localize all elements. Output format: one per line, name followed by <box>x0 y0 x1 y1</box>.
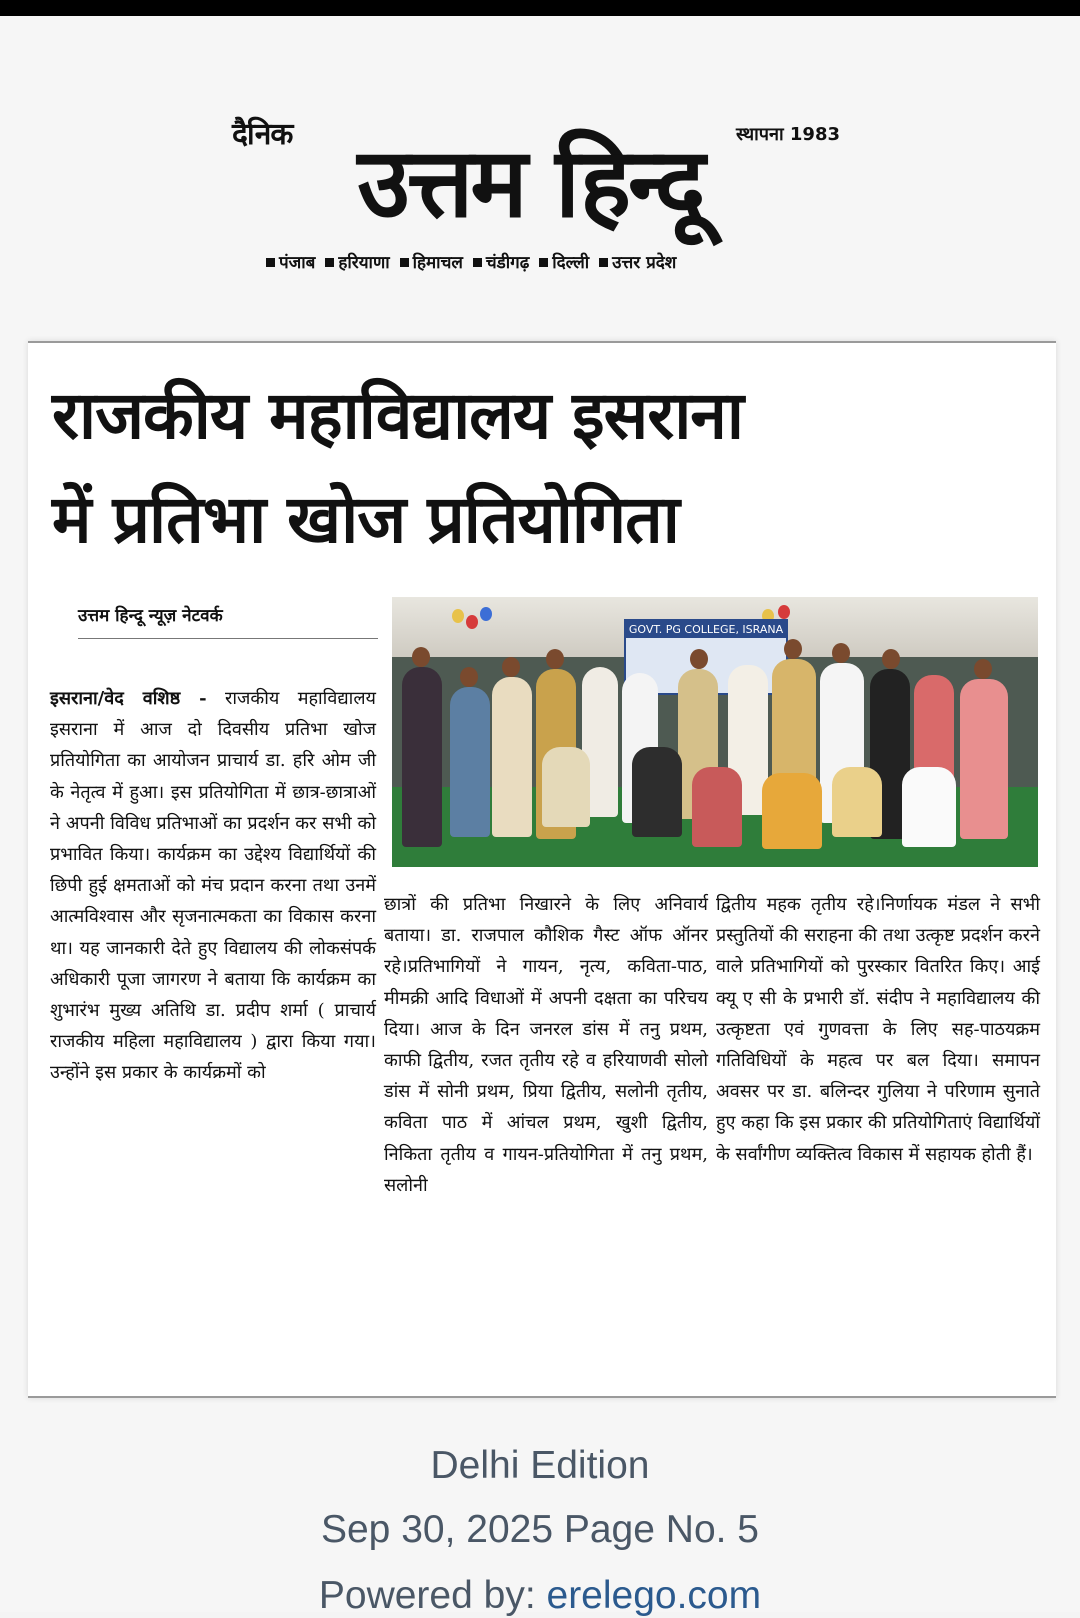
article-clipping <box>28 341 1056 1398</box>
person-head <box>832 643 850 663</box>
balloon-icon <box>778 605 790 619</box>
person <box>632 747 682 837</box>
balloon-icon <box>466 615 478 629</box>
epaper-page <box>0 16 1080 1617</box>
bullet-icon <box>325 258 334 267</box>
person-head <box>546 649 564 669</box>
person-head <box>784 639 802 659</box>
status-bar <box>0 0 1080 16</box>
bullet-icon <box>539 258 548 267</box>
person <box>832 767 882 837</box>
person <box>492 677 532 837</box>
state-item: पंजाब <box>279 253 316 273</box>
person-head <box>460 667 478 687</box>
article-byline: उत्तम हिन्दू न्यूज़ नेटवर्क <box>78 603 378 639</box>
person-head <box>882 649 900 669</box>
article-column-1 <box>50 683 376 1089</box>
bullet-icon <box>266 258 275 267</box>
balloon-icon <box>452 609 464 623</box>
person <box>450 687 490 837</box>
person-head <box>502 657 520 677</box>
state-item: हिमाचल <box>412 253 463 273</box>
article-column-3: द्वितीय महक तृतीय रहे।निर्णायक मंडल ने सभी प्रस्तुतियों की सराहना की तथा उत्कृष्ट प्रदर्शन करने वाले प्रतिभागियों को पुरस्कार वितरित किए। आई क्यू ए सी के प्रभारी डॉ. संदीप ने महाविद्यालय की उत्कृष्टता एवं गुणवत्ता के लिए सह-पाठयक्रम गतिविधियों के महत्व पर बल दिया। समापन अवसर पर डा. बलिन्दर गुलिया ने परिणाम सुनाते हुए कहा कि इस प्रकार की प्रतियोगिताएं विद्यार्थियों के सर्वांगीण व्यक्तित्व विकास में सहायक होती हैं। <box>716 894 1040 1165</box>
group-photo <box>392 597 1038 867</box>
person <box>902 767 956 847</box>
person-head <box>974 659 992 679</box>
masthead-brand: उत्तम हिन्दू <box>357 126 703 239</box>
column-text: राजकीय महाविद्यालय इसराना में आज दो दिवसीय प्रतिभा खोज प्रतियोगिता का आयोजन प्राचार्य डा. हरि ओम जी के नेतृत्व में हुआ। इस प्रतियोगिता में छात्र-छात्राओं ने अपनी विविध प्रतिभाओं का प्रदर्शन कर सभी को प्रभावित किया। कार्यक्रम का उद्देश्य विद्यार्थियों की छिपी हुई क्षमताओं को मंच प्रदान करना तथा उनमें आत्मविश्वास और सृजनात्मकता का विकास करना था। यह जानकारी देते हुए विद्यालय की लोकसंपर्क अधिकारी पूजा जागरण ने बताया कि कार्यक्रम का शुभारंभ मुख्य अतिथि डा. प्रदीप शर्मा ( प्राचार्य राजकीय महिला महाविद्यालय ) द्वारा किया गया। उन्होंने इस प्रकार के कार्यक्रमों को <box>50 688 376 1084</box>
headline-line: राजकीय महाविद्यालय इसराना <box>52 376 744 454</box>
powered-by-label: Powered by: <box>318 1574 547 1617</box>
person <box>692 767 742 847</box>
state-item: चंडीगढ़ <box>485 253 530 273</box>
bullet-icon <box>400 258 409 267</box>
state-item: हरियाणा <box>338 253 390 273</box>
bullet-icon <box>599 258 608 267</box>
headline-line: में प्रतिभा खोज प्रतियोगिता <box>52 480 679 558</box>
date-page-label: Sep 30, 2025 Page No. 5 <box>320 1508 759 1551</box>
state-item: दिल्ली <box>552 253 590 273</box>
newspaper-masthead <box>210 102 850 282</box>
powered-by <box>0 1574 1080 1618</box>
masthead-daily: दैनिक <box>232 117 293 152</box>
balloon-icon <box>480 607 492 621</box>
clipping-bottom-rule <box>28 1396 1056 1398</box>
erelego-link[interactable]: erelego.com <box>546 1574 762 1617</box>
edition-label: Delhi Edition <box>430 1444 650 1487</box>
masthead-founded: स्थापना 1983 <box>735 124 840 145</box>
person-head <box>412 647 430 667</box>
person-head <box>690 649 708 669</box>
banner-text: GOVT. PG COLLEGE, ISRANA <box>626 621 786 638</box>
person <box>542 747 590 827</box>
bullet-icon <box>473 258 482 267</box>
article-dateline: इसराना/वेद वशिष्ठ - <box>50 688 207 709</box>
person <box>402 667 442 847</box>
masthead-states <box>262 250 676 273</box>
person <box>762 773 822 849</box>
state-item: उत्तर प्रदेश <box>612 253 677 273</box>
article-headline <box>52 363 1032 571</box>
person <box>960 679 1008 839</box>
article-column-2: छात्रों की प्रतिभा निखारने के लिए अनिवार्य बताया। डा. राजपाल कौशिक गैस्ट ऑफ ऑनर रहे।प्रतिभागियों ने गायन, नृत्य, कविता-पाठ, मीमक्री आदि विधाओं में अपनी दक्षता का परिचय दिया। आज के दिन जनरल डांस में तनु प्रथम, काफी द्वितीय, रजत तृतीय रहे व हरियाणवी सोलो डांस में सोनी प्रथम, प्रिया द्वितीय, सलोनी तृतीय, कविता पाठ में आंचल प्रथम, खुशी द्वितीय, निकिता तृतीय व गायन-प्रतियोगिता में तनु प्रथम, सलोनी <box>384 894 708 1196</box>
